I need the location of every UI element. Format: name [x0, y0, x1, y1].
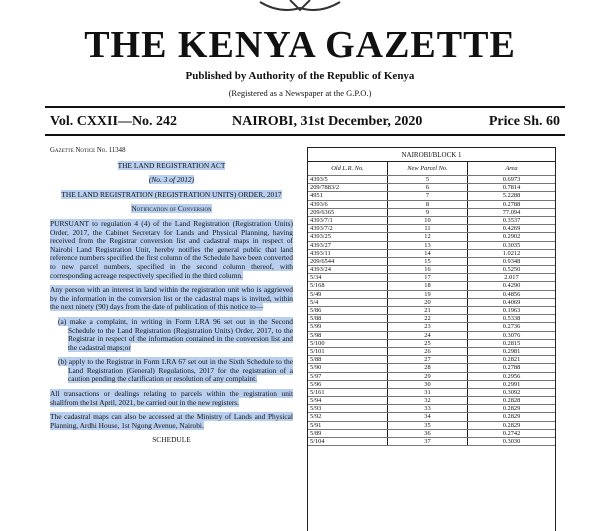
cell-old-lr-no: 5/4	[308, 299, 388, 306]
issue-date: NAIROBI, 31st December, 2020	[232, 114, 423, 129]
cell-old-lr-no: 5/100	[308, 340, 388, 347]
table-row	[308, 258, 555, 266]
table-row	[308, 176, 555, 184]
cell-old-lr-no: 5/49	[308, 291, 388, 298]
header-old-lr-no: Old L.R. No.	[308, 162, 388, 175]
cell-old-lr-no: 5/104	[308, 438, 388, 445]
cell-new-parcel-no: 31	[388, 389, 468, 396]
cell-new-parcel-no: 28	[388, 364, 468, 371]
cell-area: 0.4856	[502, 290, 521, 298]
table-row	[308, 323, 555, 331]
cell-old-lr-no: 5/34	[308, 274, 388, 281]
cell-area: 5.2288	[502, 192, 521, 200]
cell-new-parcel-no: 9	[388, 209, 468, 216]
cell-old-lr-no: 209/6365	[308, 209, 388, 216]
cell-new-parcel-no: 29	[388, 373, 468, 380]
cell-new-parcel-no: 14	[388, 250, 468, 257]
cell-area: 0.3030	[502, 438, 521, 445]
notice-heading: Notification of Conversion	[131, 204, 212, 214]
cell-old-lr-no: 5/96	[308, 381, 388, 388]
cell-new-parcel-no: 19	[388, 291, 468, 298]
cell-old-lr-no: 4393/7/2	[308, 225, 388, 232]
paragraph-transactions: All transactions or dealings relating to parcels within the registration unit shallfrom the1st April, 2021, be carried out in the new registers.	[50, 389, 293, 407]
cell-area: 0.4290	[502, 282, 521, 290]
top-rule	[45, 106, 565, 108]
cell-area: 0.2829	[502, 405, 521, 413]
table-row	[308, 381, 555, 389]
cell-old-lr-no: 5/97	[308, 373, 388, 380]
table-row	[308, 291, 555, 299]
table-row	[308, 356, 555, 364]
cell-old-lr-no: 4393/6	[308, 201, 388, 208]
table-row	[308, 225, 555, 233]
gazette-notice	[50, 147, 293, 445]
table-row	[308, 282, 555, 290]
table-row	[308, 422, 555, 430]
cell-area: 0.2736	[502, 323, 521, 331]
cell-new-parcel-no: 17	[388, 274, 468, 281]
cell-old-lr-no: 5/98	[308, 332, 388, 339]
act-title: THE LAND REGISTRATION ACT	[117, 160, 226, 170]
cell-new-parcel-no: 18	[388, 282, 468, 289]
cell-area: 0.5338	[502, 315, 521, 323]
cell-area: 0.6973	[502, 176, 521, 183]
cell-old-lr-no: 5/91	[308, 422, 388, 429]
cell-area: 0.2828	[502, 397, 521, 405]
table-row	[308, 201, 555, 209]
table-row	[308, 397, 555, 405]
cell-area: 0.9348	[502, 257, 521, 265]
cell-area: 0.2788	[502, 200, 521, 208]
table-row	[308, 430, 555, 438]
cell-old-lr-no: 5/88	[308, 356, 388, 363]
notice-number: Gazette Notice No. 11348	[50, 147, 126, 154]
table-body	[308, 176, 555, 446]
cell-area: 0.4069	[502, 298, 521, 306]
table-row	[308, 332, 555, 340]
table-row	[308, 184, 555, 192]
cell-old-lr-no: 5/92	[308, 413, 388, 420]
cell-old-lr-no: 209/6544	[308, 258, 388, 265]
table-row	[308, 250, 555, 258]
table-row	[308, 413, 555, 421]
cell-area: 0.2956	[502, 372, 521, 380]
cell-new-parcel-no: 13	[388, 242, 468, 249]
volume-number: Vol. CXXII—No. 242	[50, 114, 178, 129]
cell-new-parcel-no: 22	[388, 315, 468, 322]
registration-line: (Registered as a Newspaper at the G.P.O.)	[228, 88, 372, 98]
table-row	[308, 315, 555, 323]
cell-new-parcel-no: 34	[388, 413, 468, 420]
table-row	[308, 217, 555, 225]
table-row	[308, 307, 555, 315]
header-area: Area	[505, 165, 518, 172]
table-row	[308, 242, 555, 250]
cell-new-parcel-no: 32	[388, 397, 468, 404]
cell-area: 1.0212	[502, 249, 521, 257]
cell-area: 0.3092	[502, 388, 521, 396]
cell-area: 0.2829	[502, 413, 521, 421]
cell-new-parcel-no: 30	[388, 381, 468, 388]
cell-area: 0.2829	[502, 421, 521, 429]
cell-area: 0.2902	[502, 233, 521, 241]
header-new-parcel-no: New Parcel No.	[388, 162, 468, 175]
table-row	[308, 405, 555, 413]
cell-old-lr-no: 5/90	[308, 364, 388, 371]
conversion-schedule-table	[307, 147, 556, 531]
coat-of-arms-emblem	[250, 0, 350, 14]
cell-new-parcel-no: 33	[388, 405, 468, 412]
cell-new-parcel-no: 11	[388, 225, 468, 232]
table-row	[308, 389, 555, 397]
cell-old-lr-no: 5/88	[308, 315, 388, 322]
cell-old-lr-no: 4393/24	[308, 266, 388, 273]
cell-area: 0.2742	[502, 429, 521, 437]
cell-new-parcel-no: 25	[388, 340, 468, 347]
cell-area: 0.2815	[502, 339, 521, 347]
cell-new-parcel-no: 26	[388, 348, 468, 355]
cell-area: 0.3035	[502, 241, 521, 249]
schedule-heading: SCHEDULE	[152, 435, 191, 445]
cell-area: 0.2821	[502, 356, 521, 364]
item-b-caution: (b) apply to the Registrar in Form LRA 67 set out in the Sixth Schedule to the Land Registration (General) Regulations, 2017 for the registration of a caution pending the clarification or resolution of any complaint.	[58, 357, 293, 384]
table-row	[308, 299, 555, 307]
paragraph-pursuant: PURSUANT to regulation 4 (4) of the Land Registration (Registration Units) Order, 2017, the Cabinet Secretary for Lands and Physical Planning, having received from the Registrar conversion list and cadastral maps in respect of Nairobi Land Registration Unit, hereby notifies the general public that land reference numbers specified the first column of the Schedule have been converted to new parcel numbers, specified in the second column thereof, with corresponding acreage respectively specified in the third column.	[50, 218, 293, 280]
cell-old-lr-no: 4393/5	[308, 176, 388, 183]
gazette-title: THE KENYA GAZETTE	[84, 24, 516, 66]
cell-area: 0.3537	[502, 216, 521, 224]
cell-old-lr-no: 5/94	[308, 397, 388, 404]
table-row	[308, 233, 555, 241]
table-caption: NAIROBI/BLOCK 1	[308, 148, 555, 162]
table-row	[308, 373, 555, 381]
cell-new-parcel-no: 8	[388, 201, 468, 208]
cell-new-parcel-no: 16	[388, 266, 468, 273]
cell-old-lr-no: 4393/7/1	[308, 217, 388, 224]
cell-area: 0.5250	[502, 266, 521, 274]
cell-area: 0.4269	[502, 225, 521, 233]
issue-price: Price Sh. 60	[488, 114, 560, 129]
cell-old-lr-no: 5/93	[308, 405, 388, 412]
cell-new-parcel-no: 37	[388, 438, 468, 445]
cell-old-lr-no: 5/99	[308, 323, 388, 330]
table-header-row	[308, 162, 555, 176]
cell-new-parcel-no: 6	[388, 184, 468, 191]
cell-new-parcel-no: 20	[388, 299, 468, 306]
paragraph-cadastral-maps: The cadastral maps can also be accessed at the Ministry of Lands and Physical Planning, Ardhi House, 1st Ngong Avenue, Nairobi.	[50, 412, 293, 430]
cell-new-parcel-no: 15	[388, 258, 468, 265]
regulation-title: THE LAND REGISTRATION (REGISTRATION UNITS) ORDER, 2017	[61, 189, 282, 199]
cell-area: 0.3076	[502, 331, 521, 339]
cell-area: 0.2981	[502, 347, 521, 355]
item-a-complaint: (a) make a complaint, in writing in Form LRA 96 set out in the Second Schedule to the Land Registration (Registration Units) Order, 2017, to the Registrar in respect of the information contained in the conversion list and the cadastral maps;or	[58, 316, 293, 352]
paragraph-aggrieved: Any person with an interest in land within the registration unit who is aggrieved by the information in the conversion list or the cadastral maps is invited, within the next ninety (90) days from the date of publication of this notice to—	[50, 285, 293, 312]
cell-old-lr-no: 5/89	[308, 430, 388, 437]
act-number: (No. 3 of 2012)	[148, 175, 195, 185]
table-row	[308, 364, 555, 372]
cell-new-parcel-no: 35	[388, 422, 468, 429]
cell-new-parcel-no: 7	[388, 192, 468, 199]
cell-new-parcel-no: 24	[388, 332, 468, 339]
cell-new-parcel-no: 5	[388, 176, 468, 183]
cell-area: 0.2991	[502, 380, 521, 388]
cell-new-parcel-no: 10	[388, 217, 468, 224]
cell-old-lr-no: 5/161	[308, 389, 388, 396]
cell-area: 0.7814	[502, 184, 521, 192]
table-row	[308, 209, 555, 217]
table-row	[308, 192, 555, 200]
cell-new-parcel-no: 12	[388, 233, 468, 240]
cell-old-lr-no: 209/7883/2	[308, 184, 388, 191]
cell-new-parcel-no: 27	[388, 356, 468, 363]
table-row	[308, 438, 555, 446]
publisher-line: Published by Authority of the Republic of Kenya	[185, 70, 415, 82]
table-row	[308, 274, 555, 282]
cell-old-lr-no: 5/168	[308, 282, 388, 289]
cell-old-lr-no: 5/101	[308, 348, 388, 355]
cell-new-parcel-no: 23	[388, 323, 468, 330]
cell-area: 0.1963	[502, 307, 521, 314]
cell-new-parcel-no: 36	[388, 430, 468, 437]
cell-area: 0.2788	[502, 364, 521, 372]
table-row	[308, 348, 555, 356]
cell-old-lr-no: 4951	[308, 192, 388, 199]
table-row	[308, 340, 555, 348]
cell-area: 2.017	[504, 274, 519, 282]
table-row	[308, 266, 555, 274]
cell-old-lr-no: 4393/27	[308, 242, 388, 249]
cell-old-lr-no: 5/86	[308, 307, 388, 314]
cell-old-lr-no: 4393/25	[308, 233, 388, 240]
cell-old-lr-no: 4393/11	[308, 250, 388, 257]
cell-area: 77.094	[502, 208, 521, 216]
cell-new-parcel-no: 21	[388, 307, 468, 314]
bottom-rule	[45, 134, 565, 136]
